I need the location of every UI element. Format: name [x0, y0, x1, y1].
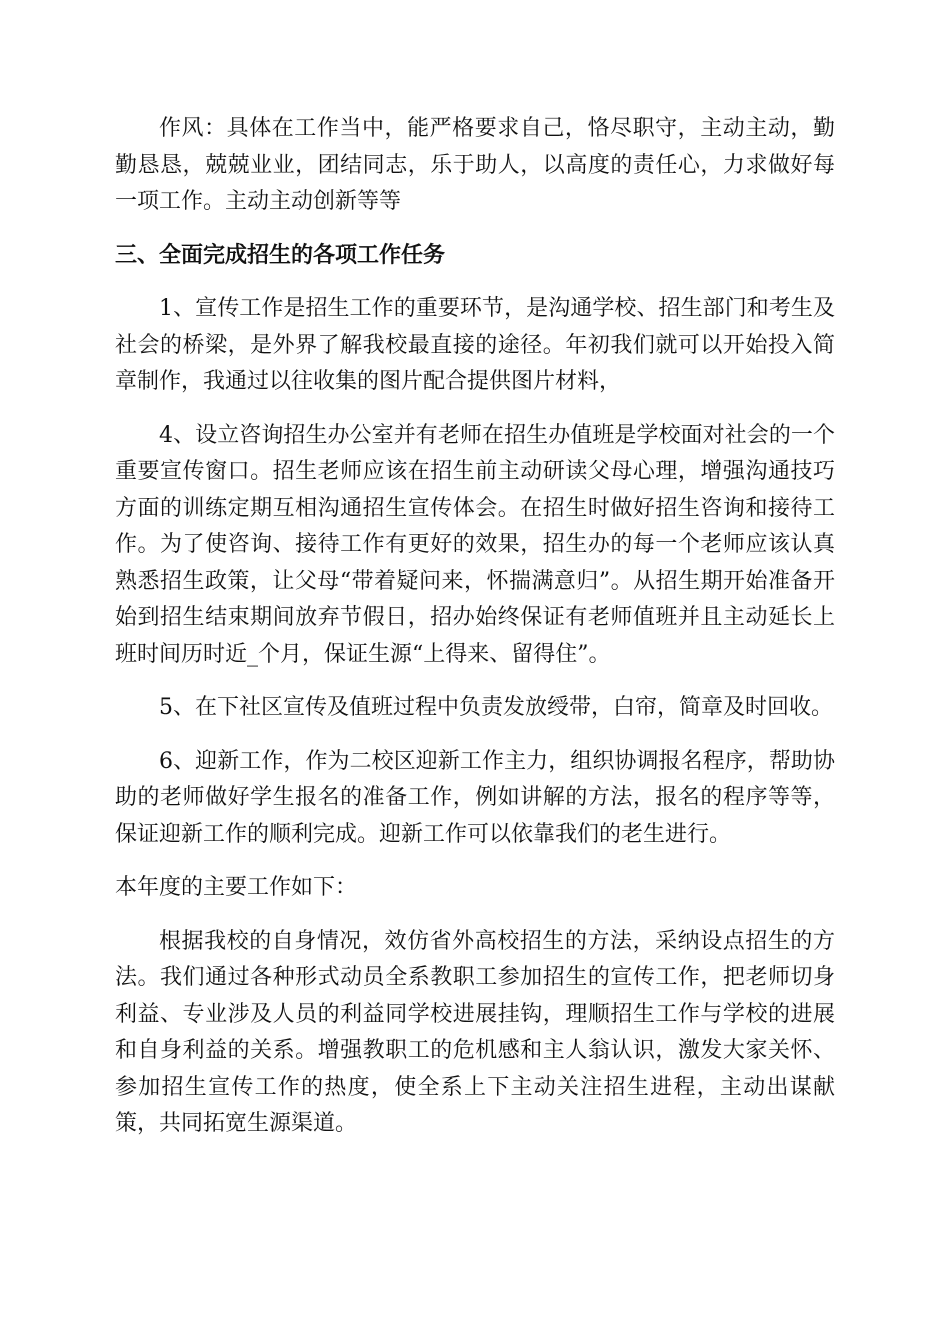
document-page: [115, 111, 835, 1160]
paragraph-item-6: 6、迎新工作，作为二校区迎新工作主力，组织协调报名程序，帮助协助的老师做好学生报名的准备工作，例如讲解的方法，报名的程序等等，保证迎新工作的顺利完成。迎新工作可以依靠我们的老生进行。: [115, 748, 835, 847]
paragraph-item-5: 5、在下社区宣传及值班过程中负责发放绶带，白帘，简章及时回收。: [159, 695, 833, 720]
paragraph-item-4: 4、设立咨询招生办公室并有老师在招生办值班是学校面对社会的一个重要宣传窗口。招生老师应该在招生前主动研读父母心理，增强沟通技巧方面的训练定期互相沟通招生宣传体会。在招生时做好招生咨询和接待工作。为了使咨询、接待工作有更好的效果，招生办的每一个老师应该认真熟悉招生政策，让父母“带着疑问来，怀揣满意归”。从招生期开始准备开始到招生结束期间放弃节假日，招办始终保证有老师值班并且主动延长上班时间历时近_个月，保证生源“上得来、留得住”。: [115, 422, 835, 667]
paragraph-work-style: 作风：具体在工作当中，能严格要求自己，恪尽职守，主动主动，勤勤恳恳，兢兢业业，团结同志，乐于助人，以高度的责任心，力求做好每一项工作。主动主动创新等等: [115, 116, 835, 214]
section-heading-3: 三、全面完成招生的各项工作任务: [115, 242, 446, 268]
paragraph-item-1: 1、宣传工作是招生工作的重要环节，是沟通学校、招生部门和考生及社会的桥梁，是外界了解我校最直接的途径。年初我们就可以开始投入简章制作，我通过以往收集的图片配合提供图片材料，: [115, 296, 835, 394]
paragraph-annual-intro: 本年度的主要工作如下：: [115, 875, 358, 900]
paragraph-final: 根据我校的自身情况，效仿省外高校招生的方法，采纳设点招生的方法。我们通过各种形式动员全系教职工参加招生的宣传工作，把老师切身利益、专业涉及人员的利益同学校进展挂钩，理顺招生工作与学校的进展和自身利益的关系。增强教职工的危机感和主人翁认识，激发大家关怀、参加招生宣传工作的热度，使全系上下主动关注招生进程，主动出谋献策，共同拓宽生源渠道。: [115, 928, 835, 1136]
